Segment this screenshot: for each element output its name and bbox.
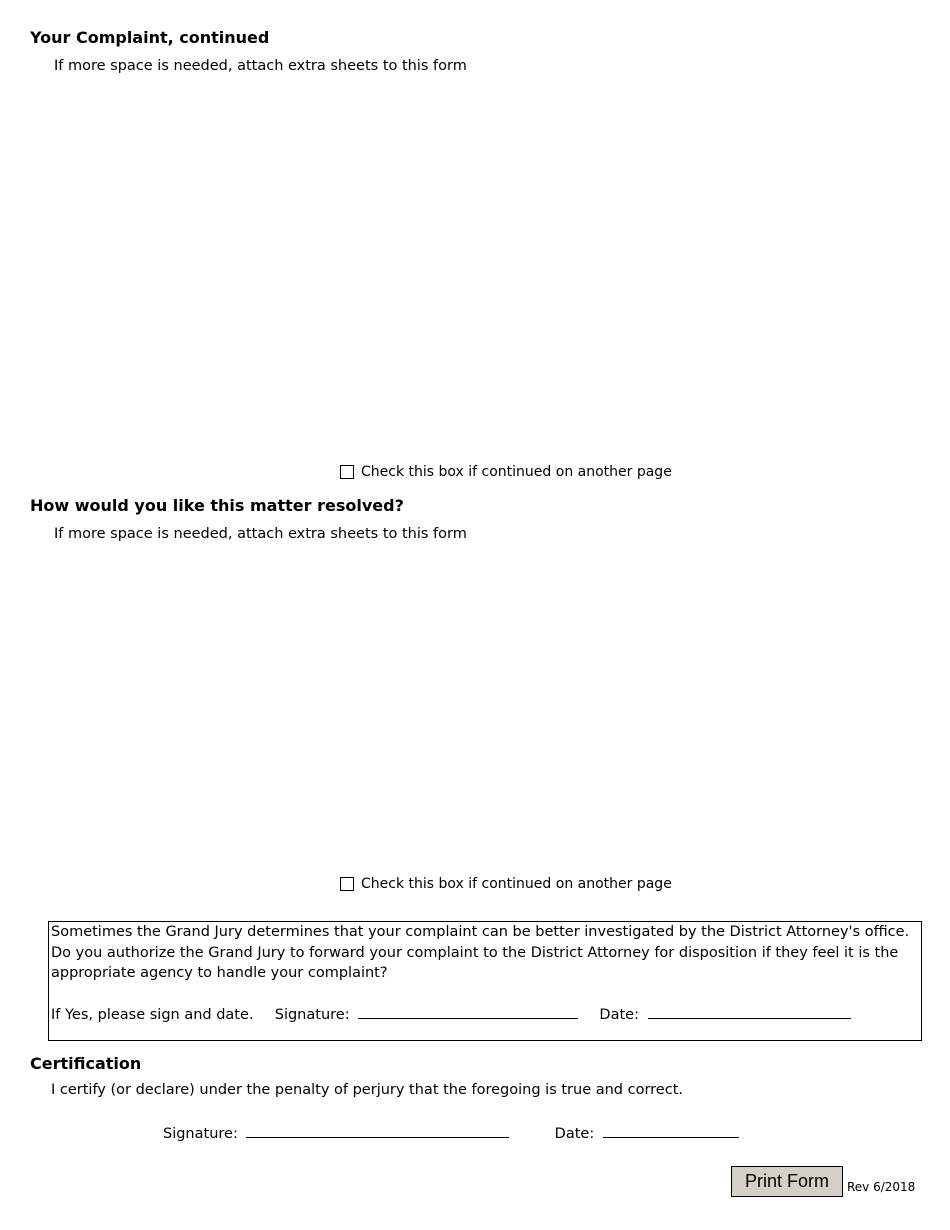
resolution-heading: How would you like this matter resolved?	[30, 496, 404, 515]
da-authorization-box	[48, 921, 922, 1041]
complaint-space-note: If more space is needed, attach extra sheets to this form	[54, 58, 467, 74]
complaint-continued-checkbox[interactable]	[340, 465, 354, 479]
complaint-continued-heading: Your Complaint, continued	[30, 28, 270, 47]
resolution-continued-checkbox[interactable]	[340, 877, 354, 891]
complaint-continued-textarea[interactable]	[48, 84, 922, 456]
certification-signature-row	[163, 1123, 739, 1142]
resolution-textarea[interactable]	[48, 552, 922, 870]
complaint-continued-checkbox-row[interactable]	[340, 464, 672, 480]
da-signature-row	[51, 1004, 851, 1023]
certification-heading: Certification	[30, 1054, 142, 1073]
resolution-space-note: If more space is needed, attach extra sheets to this form	[54, 526, 467, 542]
da-authorization-text: Sometimes the Grand Jury determines that your complaint can be better investigated by the District Attorney's office. Do you authorize the Grand Jury to forward your complaint to the District Attorney for disposition if they feel it is the appropriate agency to handle your complaint?	[51, 924, 910, 981]
certification-signature-label: Signature:	[163, 1126, 238, 1142]
da-if-yes-label: If Yes, please sign and date.	[51, 1007, 254, 1023]
da-date-field[interactable]	[648, 1004, 851, 1019]
certification-date-label: Date:	[554, 1126, 595, 1142]
complaint-continued-checkbox-label: Check this box if continued on another page	[361, 464, 672, 480]
print-form-button[interactable]: Print Form	[731, 1166, 843, 1197]
resolution-continued-checkbox-label: Check this box if continued on another page	[361, 876, 672, 892]
da-date-label: Date:	[599, 1007, 639, 1023]
certification-date-field[interactable]	[603, 1123, 739, 1138]
certification-statement: I certify (or declare) under the penalty of perjury that the foregoing is true and correct.	[51, 1082, 683, 1098]
resolution-continued-checkbox-row[interactable]	[340, 876, 672, 892]
certification-signature-field[interactable]	[246, 1123, 509, 1138]
revision-label: Rev 6/2018	[847, 1180, 916, 1194]
da-signature-field[interactable]	[358, 1004, 578, 1019]
da-signature-label: Signature:	[274, 1007, 350, 1023]
